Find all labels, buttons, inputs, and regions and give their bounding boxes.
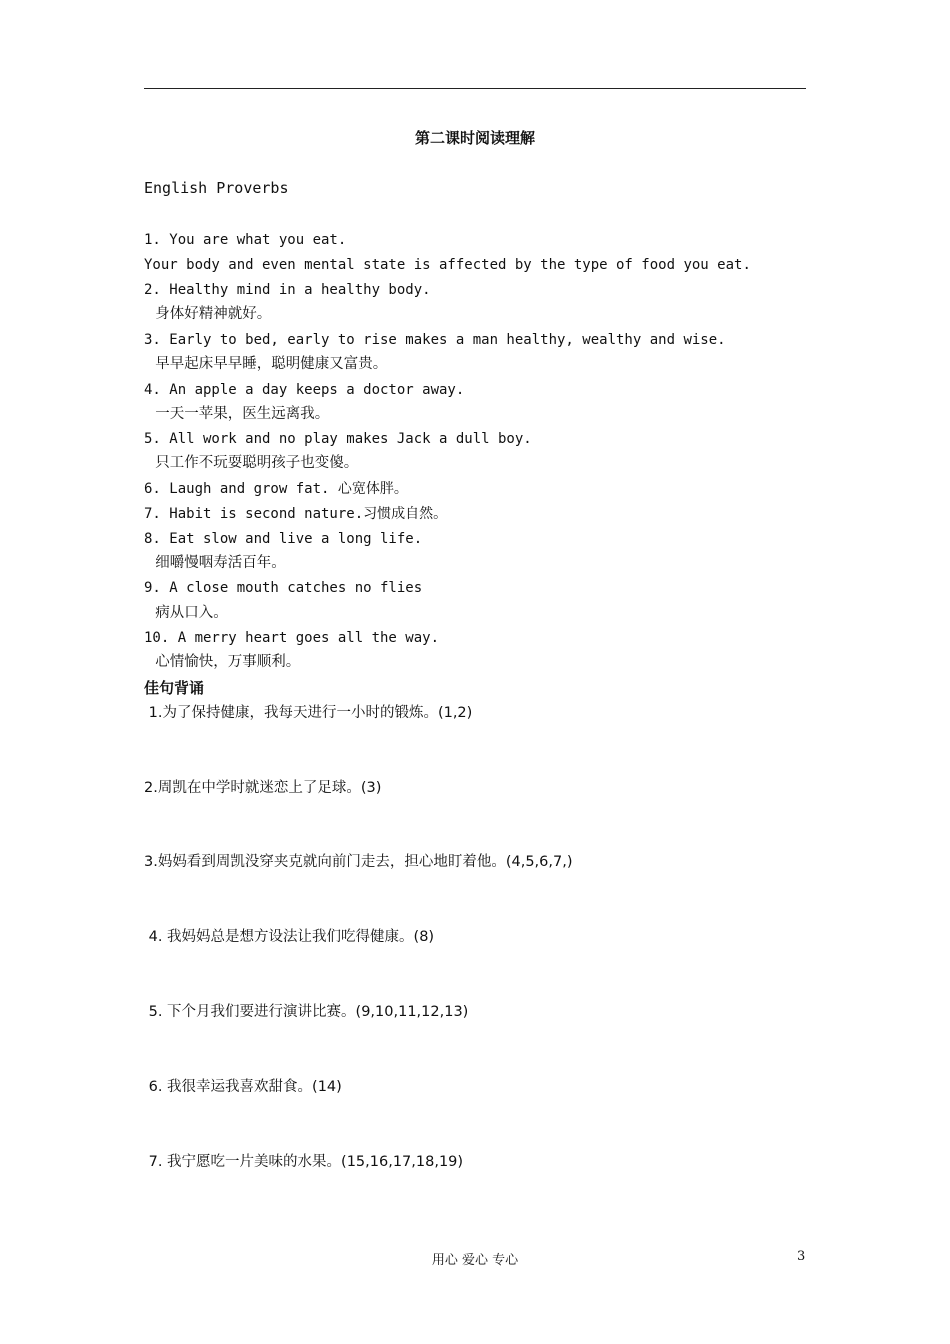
- page-number: 3: [797, 1249, 806, 1264]
- proverb-line: 8. Eat slow and live a long life.: [144, 531, 423, 547]
- proverb-line: 5. All work and no play makes Jack a dull boy.: [144, 431, 532, 447]
- recite-sentence: 1.为了保持健康，我每天进行一小时的锻炼。(1,2): [144, 705, 473, 721]
- proverb-line: 3. Early to bed, early to rise makes a man healthy, wealthy and wise.: [144, 332, 726, 348]
- recite-heading: 佳句背诵: [144, 679, 205, 697]
- proverb-translation: 心情愉快，万事顺利。: [146, 654, 301, 670]
- proverb-line: 2. Healthy mind in a healthy body.: [144, 282, 431, 298]
- proverb-line: 9. A close mouth catches no flies: [144, 580, 423, 596]
- proverb-line: 10. A merry heart goes all the way.: [144, 630, 440, 646]
- proverb-translation: 一天一苹果，医生远离我。: [146, 406, 330, 422]
- recite-sentence: 3.妈妈看到周凯没穿夹克就向前门走去，担心地盯着他。(4,5,6,7,): [144, 854, 573, 870]
- header-rule: [144, 88, 806, 89]
- proverb-line: Your body and even mental state is affected by the type of food you eat.: [144, 257, 751, 273]
- proverb-translation: 细嚼慢咽寿活百年。: [146, 555, 286, 571]
- proverb-translation: 只工作不玩耍聪明孩子也变傻。: [146, 455, 359, 471]
- recite-sentence: 5. 下个月我们要进行演讲比赛。(9,10,11,12,13): [144, 1004, 469, 1020]
- proverb-translation: 病从口入。: [146, 605, 228, 621]
- proverb-line: 4. An apple a day keeps a doctor away.: [144, 382, 465, 398]
- proverb-line: 1. You are what you eat.: [144, 232, 347, 248]
- section-heading: English Proverbs: [144, 179, 289, 197]
- proverb-translation: 早早起床早早睡，聪明健康又富贵。: [146, 356, 388, 372]
- recite-sentence: 4. 我妈妈总是想方设法让我们吃得健康。(8): [144, 929, 435, 945]
- recite-sentence: 7. 我宁愿吃一片美味的水果。(15,16,17,18,19): [144, 1154, 464, 1170]
- proverb-translation: 身体好精神就好。: [146, 306, 272, 322]
- recite-sentence: 6. 我很幸运我喜欢甜食。(14): [144, 1079, 342, 1095]
- page-title: 第二课时阅读理解: [414, 129, 535, 147]
- proverb-line: 7. Habit is second nature.习惯成自然。: [144, 506, 448, 522]
- proverb-line: 6. Laugh and grow fat. 心宽体胖。: [144, 481, 408, 497]
- recite-sentence: 2.周凯在中学时就迷恋上了足球。(3): [144, 780, 382, 796]
- footer-slogan: 用心 爱心 专心: [431, 1253, 519, 1268]
